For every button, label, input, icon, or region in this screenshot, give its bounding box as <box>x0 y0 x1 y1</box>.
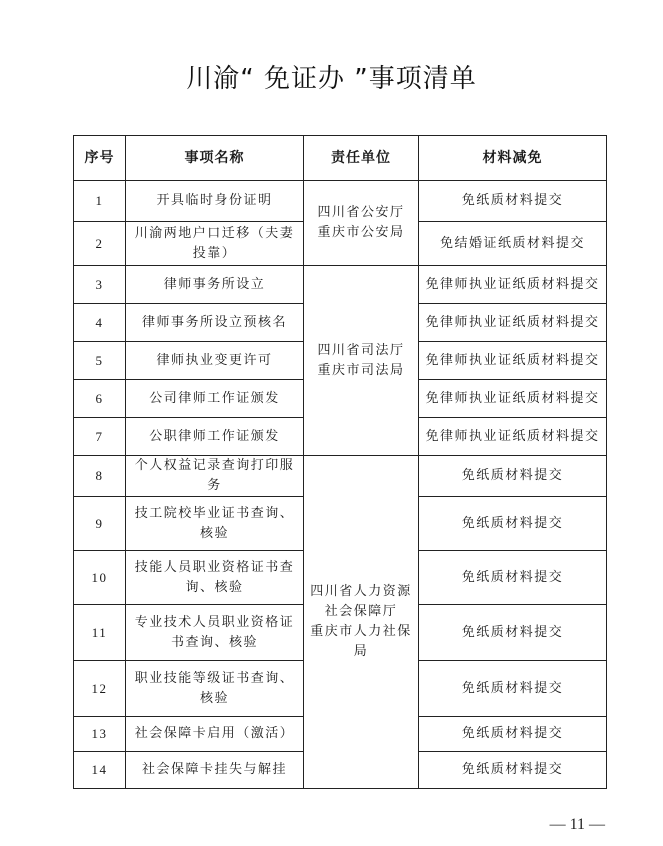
material-exemption: 免纸质材料提交 <box>419 181 607 222</box>
material-exemption: 免律师执业证纸质材料提交 <box>419 304 607 342</box>
material-exemption: 免律师执业证纸质材料提交 <box>419 418 607 456</box>
exemption-table <box>73 135 607 789</box>
row-number: 1 <box>74 181 126 222</box>
table-row <box>74 181 607 222</box>
item-name: 个人权益记录查询打印服务 <box>126 456 304 497</box>
material-exemption: 免纸质材料提交 <box>419 456 607 497</box>
row-number: 4 <box>74 304 126 342</box>
material-exemption: 免律师执业证纸质材料提交 <box>419 266 607 304</box>
row-number: 11 <box>74 605 126 661</box>
item-name: 社会保障卡启用（激活） <box>126 717 304 752</box>
header-material-exemption: 材料减免 <box>419 136 607 181</box>
material-exemption: 免纸质材料提交 <box>419 605 607 661</box>
responsible-dept: 四川省司法厅 重庆市司法局 <box>304 266 419 456</box>
row-number: 5 <box>74 342 126 380</box>
table-header-row <box>74 136 607 181</box>
material-exemption: 免纸质材料提交 <box>419 661 607 717</box>
item-name: 律师事务所设立预核名 <box>126 304 304 342</box>
header-seq: 序号 <box>74 136 126 181</box>
table-row <box>74 456 607 497</box>
header-responsible-dept: 责任单位 <box>304 136 419 181</box>
item-name: 律师执业变更许可 <box>126 342 304 380</box>
material-exemption: 免律师执业证纸质材料提交 <box>419 342 607 380</box>
row-number: 8 <box>74 456 126 497</box>
header-item-name: 事项名称 <box>126 136 304 181</box>
page-number: — 11 — <box>549 816 605 833</box>
row-number: 7 <box>74 418 126 456</box>
material-exemption: 免律师执业证纸质材料提交 <box>419 380 607 418</box>
row-number: 2 <box>74 222 126 266</box>
item-name: 公职律师工作证颁发 <box>126 418 304 456</box>
row-number: 12 <box>74 661 126 717</box>
item-name: 职业技能等级证书查询、核验 <box>126 661 304 717</box>
row-number: 14 <box>74 752 126 789</box>
material-exemption: 免纸质材料提交 <box>419 551 607 605</box>
item-name: 技工院校毕业证书查询、核验 <box>126 497 304 551</box>
row-number: 13 <box>74 717 126 752</box>
responsible-dept: 四川省人力资源 社会保障厅 重庆市人力社保 局 <box>304 456 419 789</box>
table-row <box>74 266 607 304</box>
material-exemption: 免结婚证纸质材料提交 <box>419 222 607 266</box>
material-exemption: 免纸质材料提交 <box>419 497 607 551</box>
item-name: 技能人员职业资格证书查询、核验 <box>126 551 304 605</box>
item-name: 社会保障卡挂失与解挂 <box>126 752 304 789</box>
item-name: 公司律师工作证颁发 <box>126 380 304 418</box>
item-name: 专业技术人员职业资格证书查询、核验 <box>126 605 304 661</box>
item-name: 律师事务所设立 <box>126 266 304 304</box>
item-name: 开具临时身份证明 <box>126 181 304 222</box>
material-exemption: 免纸质材料提交 <box>419 752 607 789</box>
responsible-dept: 四川省公安厅 重庆市公安局 <box>304 181 419 266</box>
document-title: 川渝“ 免证办 ”事项清单 <box>186 64 477 94</box>
row-number: 6 <box>74 380 126 418</box>
row-number: 3 <box>74 266 126 304</box>
item-name: 川渝两地户口迁移（夫妻投靠） <box>126 222 304 266</box>
row-number: 10 <box>74 551 126 605</box>
row-number: 9 <box>74 497 126 551</box>
material-exemption: 免纸质材料提交 <box>419 717 607 752</box>
